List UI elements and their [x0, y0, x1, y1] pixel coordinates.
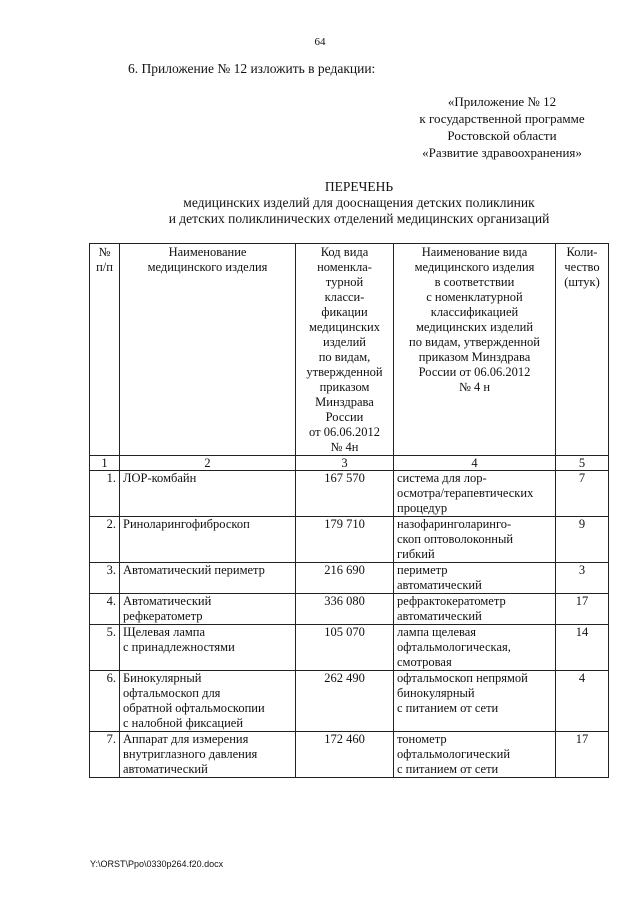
- row-kind-name: тонометр офтальмологический с питанием от сети: [394, 732, 556, 778]
- row-index: 5.: [90, 625, 120, 671]
- appendix-line: Ростовской области: [447, 128, 557, 143]
- row-kind-name: назофаринголаринго- скоп оптоволоконный гибкий: [394, 517, 556, 563]
- column-number: 5: [556, 456, 609, 471]
- header-code: Код вида номенкла- турной класси- фикации медицинских изделий по видам, утвержденной приказом Минздрава России от 06.06.2012 № 4н: [296, 244, 394, 456]
- intro-line: 6. Приложение № 12 изложить в редакции:: [128, 61, 376, 76]
- appendix-reference: [396, 93, 608, 161]
- row-code: 336 080: [296, 594, 394, 625]
- row-item-name: Автоматический рефкератометр: [120, 594, 296, 625]
- row-item-name: Аппарат для измерения внутриглазного давления автоматический: [120, 732, 296, 778]
- row-quantity: 14: [556, 625, 609, 671]
- page-number: 64: [314, 36, 326, 48]
- row-item-name: Автоматический периметр: [120, 563, 296, 594]
- row-index: 2.: [90, 517, 120, 563]
- column-number: 1: [90, 456, 120, 471]
- appendix-line: «Приложение № 12: [447, 94, 557, 109]
- header-item-name: Наименование медицинского изделия: [120, 244, 296, 456]
- row-kind-name: система для лор- осмотра/терапевтических процедур: [394, 471, 556, 517]
- title-line: и детских поликлинических отделений медицинских организаций: [168, 211, 550, 226]
- row-kind-name: офтальмоскоп непрямой бинокулярный с питанием от сети: [394, 671, 556, 732]
- title-heading: ПЕРЕЧЕНЬ: [324, 179, 394, 194]
- column-number: 2: [120, 456, 296, 471]
- row-index: 3.: [90, 563, 120, 594]
- table-header-row: [90, 244, 609, 456]
- column-number: 4: [394, 456, 556, 471]
- appendix-line: к государственной программе: [419, 111, 585, 126]
- row-quantity: 17: [556, 732, 609, 778]
- file-path-footer: Y:\ORST\Ppo\0330p264.f20.docx: [90, 859, 224, 869]
- column-number: 3: [296, 456, 394, 471]
- table-row: [90, 671, 609, 732]
- row-code: 262 490: [296, 671, 394, 732]
- equipment-table: [89, 243, 609, 778]
- row-index: 6.: [90, 671, 120, 732]
- row-item-name: Щелевая лампа с принадлежностями: [120, 625, 296, 671]
- row-quantity: 3: [556, 563, 609, 594]
- row-quantity: 9: [556, 517, 609, 563]
- header-kind-name: Наименование вида медицинского изделия в соответствии с номенклатурной классификацией медицинских изделий по видам, утвержденной приказом Минздрава России от 06.06.2012 № 4 н: [394, 244, 556, 456]
- row-quantity: 7: [556, 471, 609, 517]
- row-item-name: ЛОР-комбайн: [120, 471, 296, 517]
- row-quantity: 4: [556, 671, 609, 732]
- row-kind-name: лампа щелевая офтальмологическая, смотровая: [394, 625, 556, 671]
- header-quantity: Коли- чество (штук): [556, 244, 609, 456]
- row-index: 4.: [90, 594, 120, 625]
- row-kind-name: рефрактокератометр автоматический: [394, 594, 556, 625]
- row-code: 179 710: [296, 517, 394, 563]
- table-row: [90, 563, 609, 594]
- table-row: [90, 594, 609, 625]
- row-kind-name: периметр автоматический: [394, 563, 556, 594]
- row-item-name: Риноларингофиброскоп: [120, 517, 296, 563]
- row-code: 172 460: [296, 732, 394, 778]
- row-item-name: Бинокулярный офтальмоскоп для обратной офтальмоскопии с налобной фиксацией: [120, 671, 296, 732]
- row-code: 167 570: [296, 471, 394, 517]
- table-row: [90, 732, 609, 778]
- table-row: [90, 517, 609, 563]
- table-row: [90, 471, 609, 517]
- row-index: 7.: [90, 732, 120, 778]
- table-row: [90, 625, 609, 671]
- row-quantity: 17: [556, 594, 609, 625]
- document-title: [0, 179, 640, 227]
- appendix-line: «Развитие здравоохранения»: [422, 145, 582, 160]
- header-index: № п/п: [90, 244, 120, 456]
- row-code: 105 070: [296, 625, 394, 671]
- column-number-row: [90, 456, 609, 471]
- title-line: медицинских изделий для дооснащения детских поликлиник: [183, 195, 535, 210]
- row-code: 216 690: [296, 563, 394, 594]
- row-index: 1.: [90, 471, 120, 517]
